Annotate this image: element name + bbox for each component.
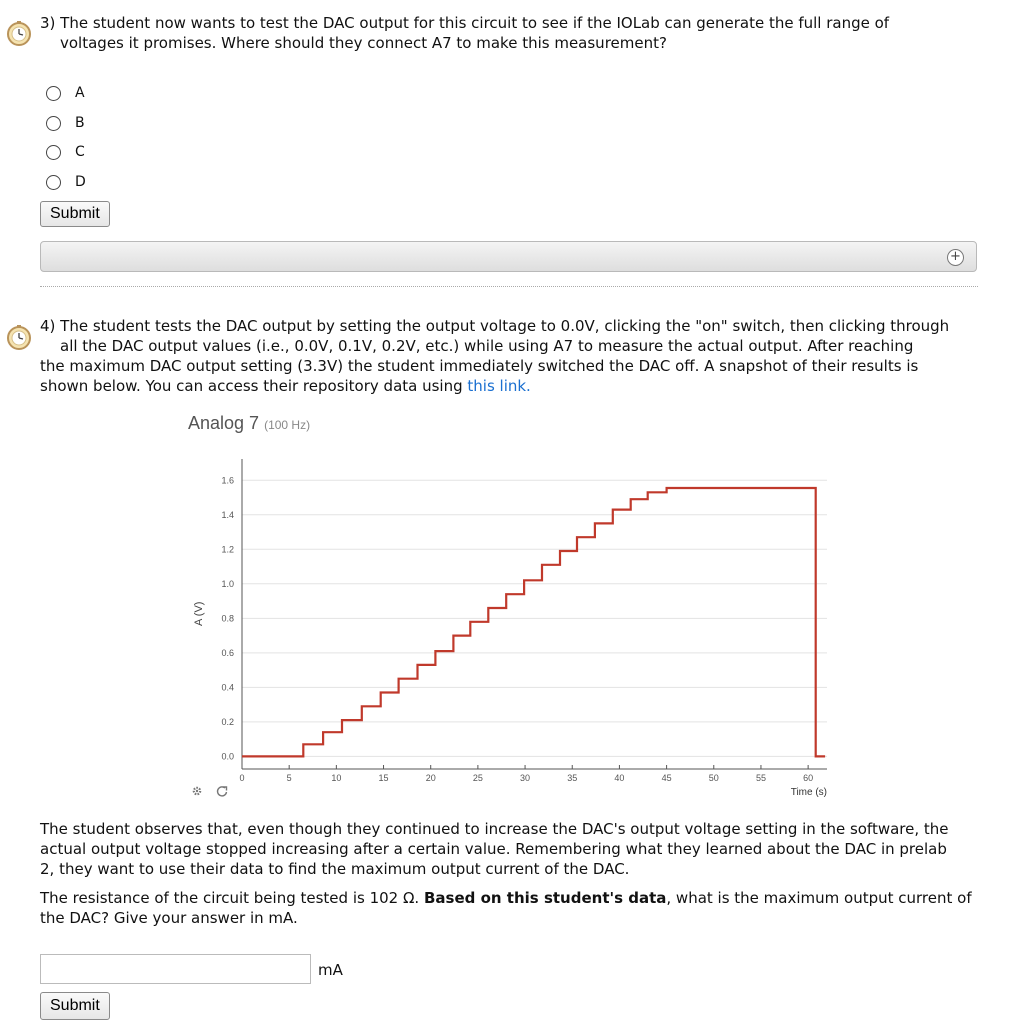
observation-paragraph [40, 819, 990, 879]
x-tick-label: 5 [286, 773, 292, 783]
x-tick-label: 55 [755, 773, 766, 783]
stopwatch-icon [6, 20, 32, 46]
chart-subtitle: (100 Hz) [264, 418, 311, 432]
x-tick-label: 30 [520, 773, 531, 783]
q4-text-line2: all the DAC output values (i.e., 0.0V, 0.1V, 0.2V, etc.) while using A7 to measure the actual output. After reaching [60, 337, 914, 355]
para2-line2: the DAC? Give your answer in mA. [40, 909, 298, 927]
x-tick-label: 15 [378, 773, 389, 783]
radio-button[interactable] [46, 116, 61, 131]
hint-bar[interactable] [40, 241, 977, 272]
y-tick-label: 0.6 [221, 647, 234, 658]
y-tick-label: 1.4 [221, 509, 234, 520]
x-tick-label: 20 [425, 773, 436, 783]
settings-gear-icon[interactable] [194, 788, 200, 794]
option-label: D [75, 174, 86, 190]
option-d[interactable] [46, 174, 86, 190]
y-tick-label: 0.2 [221, 716, 234, 727]
y-tick-label: 1.2 [221, 544, 234, 555]
para2-prefix: The resistance of the circuit being tested is 102 Ω. [40, 889, 424, 907]
y-tick-label: 0.4 [221, 682, 234, 693]
q3-text-line2: voltages it promises. Where should they connect A7 to make this measurement? [60, 34, 667, 52]
para2-bold: Based on this student's data [423, 889, 667, 907]
option-a[interactable] [46, 85, 85, 101]
q4-line4-prefix: shown below. You can access their repository data using [40, 377, 468, 395]
expand-plus-icon[interactable]: + [947, 249, 964, 266]
y-axis-label: A (V) [193, 601, 205, 626]
question-paragraph [40, 888, 990, 928]
q3-submit-button[interactable]: Submit [40, 201, 110, 227]
x-tick-label: 10 [331, 773, 342, 783]
x-axis-label: Time (s) [790, 787, 827, 798]
q4-text-line3: the maximum DAC output setting (3.3V) the student immediately switched the DAC off. A snapshot of their results is [40, 357, 919, 375]
unit-label: mA [318, 961, 343, 979]
option-label: B [75, 115, 85, 131]
para1-line3: 2, they want to use their data to find the maximum output current of the DAC. [40, 860, 630, 878]
separator [40, 286, 978, 287]
answer-input[interactable] [40, 954, 311, 984]
chart-title-text: Analog 7 [188, 413, 260, 433]
y-tick-label: 0.8 [221, 613, 234, 624]
option-label: A [75, 85, 85, 101]
y-tick-label: 1.0 [221, 578, 234, 589]
repository-link[interactable]: this link. [467, 377, 531, 395]
option-c[interactable] [46, 144, 85, 160]
para1-line2: actual output voltage stopped increasing after a certain value. Remembering what they learned about the DAC in prelab [40, 840, 947, 858]
q4-text-line1: 4) The student tests the DAC output by setting the output voltage to 0.0V, clicking the "on" switch, then clicking through [40, 317, 950, 335]
x-tick-label: 0 [239, 773, 245, 783]
x-tick-label: 45 [661, 773, 672, 783]
x-tick-label: 60 [803, 773, 814, 783]
chart-title [188, 413, 310, 434]
y-tick-label: 0.0 [221, 751, 234, 762]
radio-button[interactable] [46, 175, 61, 190]
option-b[interactable] [46, 115, 85, 131]
stopwatch-icon [6, 324, 32, 350]
x-tick-label: 50 [708, 773, 719, 783]
y-tick-label: 1.6 [221, 475, 234, 486]
para1-line1: The student observes that, even though they continued to increase the DAC's output voltage setting in the software, the [40, 820, 949, 838]
analog7-chart [180, 455, 840, 805]
radio-button[interactable] [46, 86, 61, 101]
para2-line1 [40, 888, 990, 908]
radio-button[interactable] [46, 145, 61, 160]
para2-suffix: , what is the maximum output current of [666, 889, 972, 907]
q3-text-line1: 3) The student now wants to test the DAC output for this circuit to see if the IOLab can generate the full range of [40, 14, 890, 32]
x-tick-label: 35 [567, 773, 578, 783]
refresh-icon[interactable] [218, 787, 227, 796]
q4-text-line4 [40, 376, 531, 396]
x-tick-label: 25 [472, 773, 483, 783]
x-tick-label: 40 [614, 773, 625, 783]
option-label: C [75, 144, 85, 160]
series-line [242, 488, 825, 756]
q4-submit-button[interactable]: Submit [40, 992, 110, 1020]
